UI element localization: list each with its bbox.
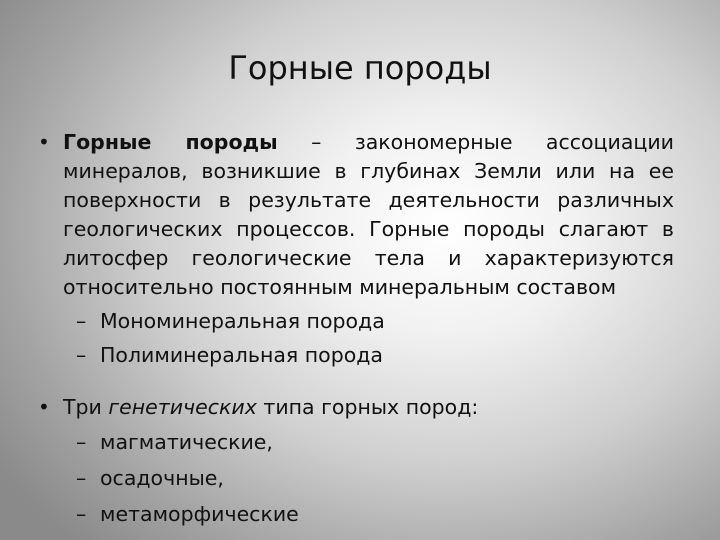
definition-term: Горные породы [63, 130, 278, 154]
list-item [38, 304, 674, 338]
list-item-label: Мономинеральная порода [100, 309, 385, 333]
dash-icon: – [76, 343, 87, 367]
list-item [38, 496, 674, 532]
dash-icon: – [76, 309, 87, 333]
genetic-types-heading [63, 390, 674, 424]
list-item [38, 338, 674, 372]
bullet-icon: • [38, 130, 50, 154]
definition-text: – закономерные ассоциации минералов, возникшие в глубинах Земли или на ее поверхности в результате деятельности различных геологических процессов. Горные породы слагают в литосфер геологические тела и характеризуются относительно постоянным минеральным составом [63, 130, 674, 299]
dash-icon: – [76, 502, 87, 526]
definition-paragraph [63, 128, 674, 302]
slide-body [38, 128, 674, 532]
heading-emphasis: генетических [108, 395, 257, 419]
bullet-genetic-types [38, 390, 674, 424]
bullet-definition [38, 128, 674, 302]
list-item-label: метаморфические [100, 502, 299, 526]
list-item [38, 424, 674, 460]
rock-composition-list [38, 304, 674, 372]
dash-icon: – [76, 466, 87, 490]
dash-icon: – [76, 430, 87, 454]
list-item-label: осадочные, [100, 466, 224, 490]
heading-suffix: типа горных пород: [256, 395, 479, 419]
list-item-label: магматические, [100, 430, 273, 454]
heading-prefix: Три [63, 395, 109, 419]
slide-title: Горные породы [228, 49, 492, 87]
bullet-icon: • [38, 395, 50, 419]
list-item-label: Полиминеральная порода [100, 343, 383, 367]
list-item [38, 460, 674, 496]
genetic-types-list [38, 424, 674, 532]
